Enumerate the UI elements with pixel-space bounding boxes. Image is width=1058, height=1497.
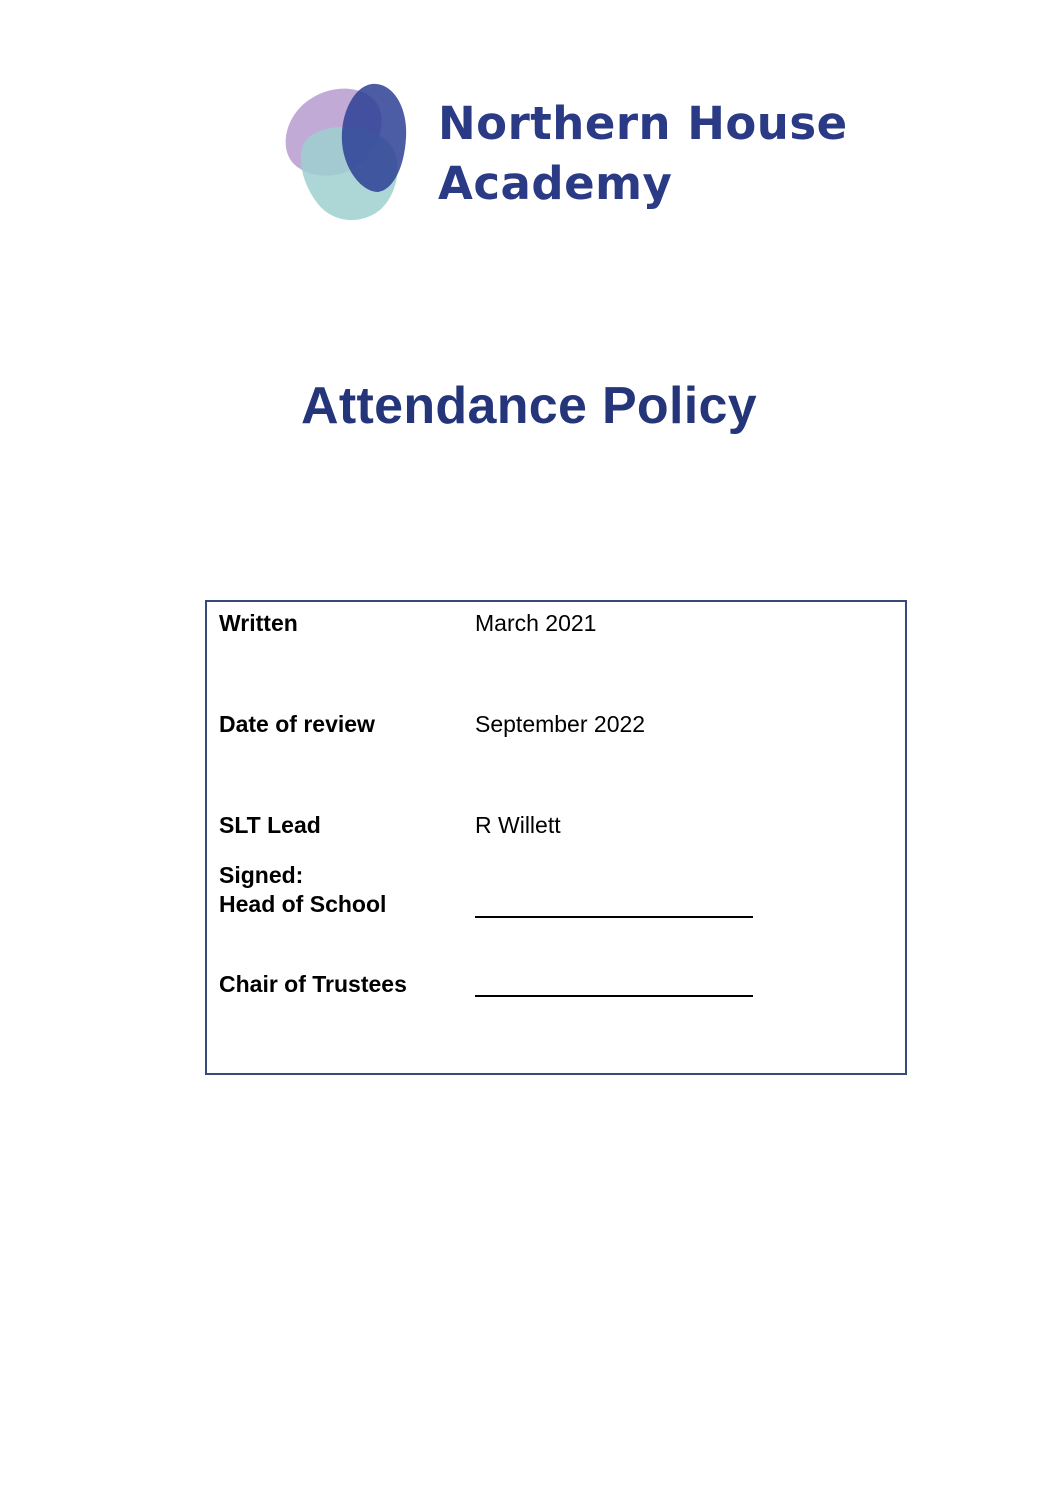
logo-line-northern-house: Northern House — [438, 97, 848, 150]
signed-label: Signed: — [219, 862, 304, 888]
written-label: Written — [219, 610, 298, 636]
slt-lead-label: SLT Lead — [219, 812, 321, 838]
head-of-school-signature-line — [475, 916, 753, 918]
chair-of-trustees-label: Chair of Trustees — [219, 971, 407, 997]
logo-wordmark — [438, 94, 848, 214]
academy-logo — [282, 80, 848, 225]
logo-line-academy: Academy — [438, 157, 673, 210]
chair-of-trustees-signature-line — [475, 995, 753, 997]
review-label: Date of review — [219, 711, 375, 737]
document-title: Attendance Policy — [301, 377, 757, 435]
review-value: September 2022 — [475, 711, 646, 737]
overlapping-pebbles-logo-icon — [282, 80, 414, 222]
policy-info-box — [205, 600, 907, 1075]
head-of-school-label: Head of School — [219, 891, 387, 917]
written-value: March 2021 — [475, 610, 597, 636]
slt-lead-value: R Willett — [475, 812, 561, 838]
